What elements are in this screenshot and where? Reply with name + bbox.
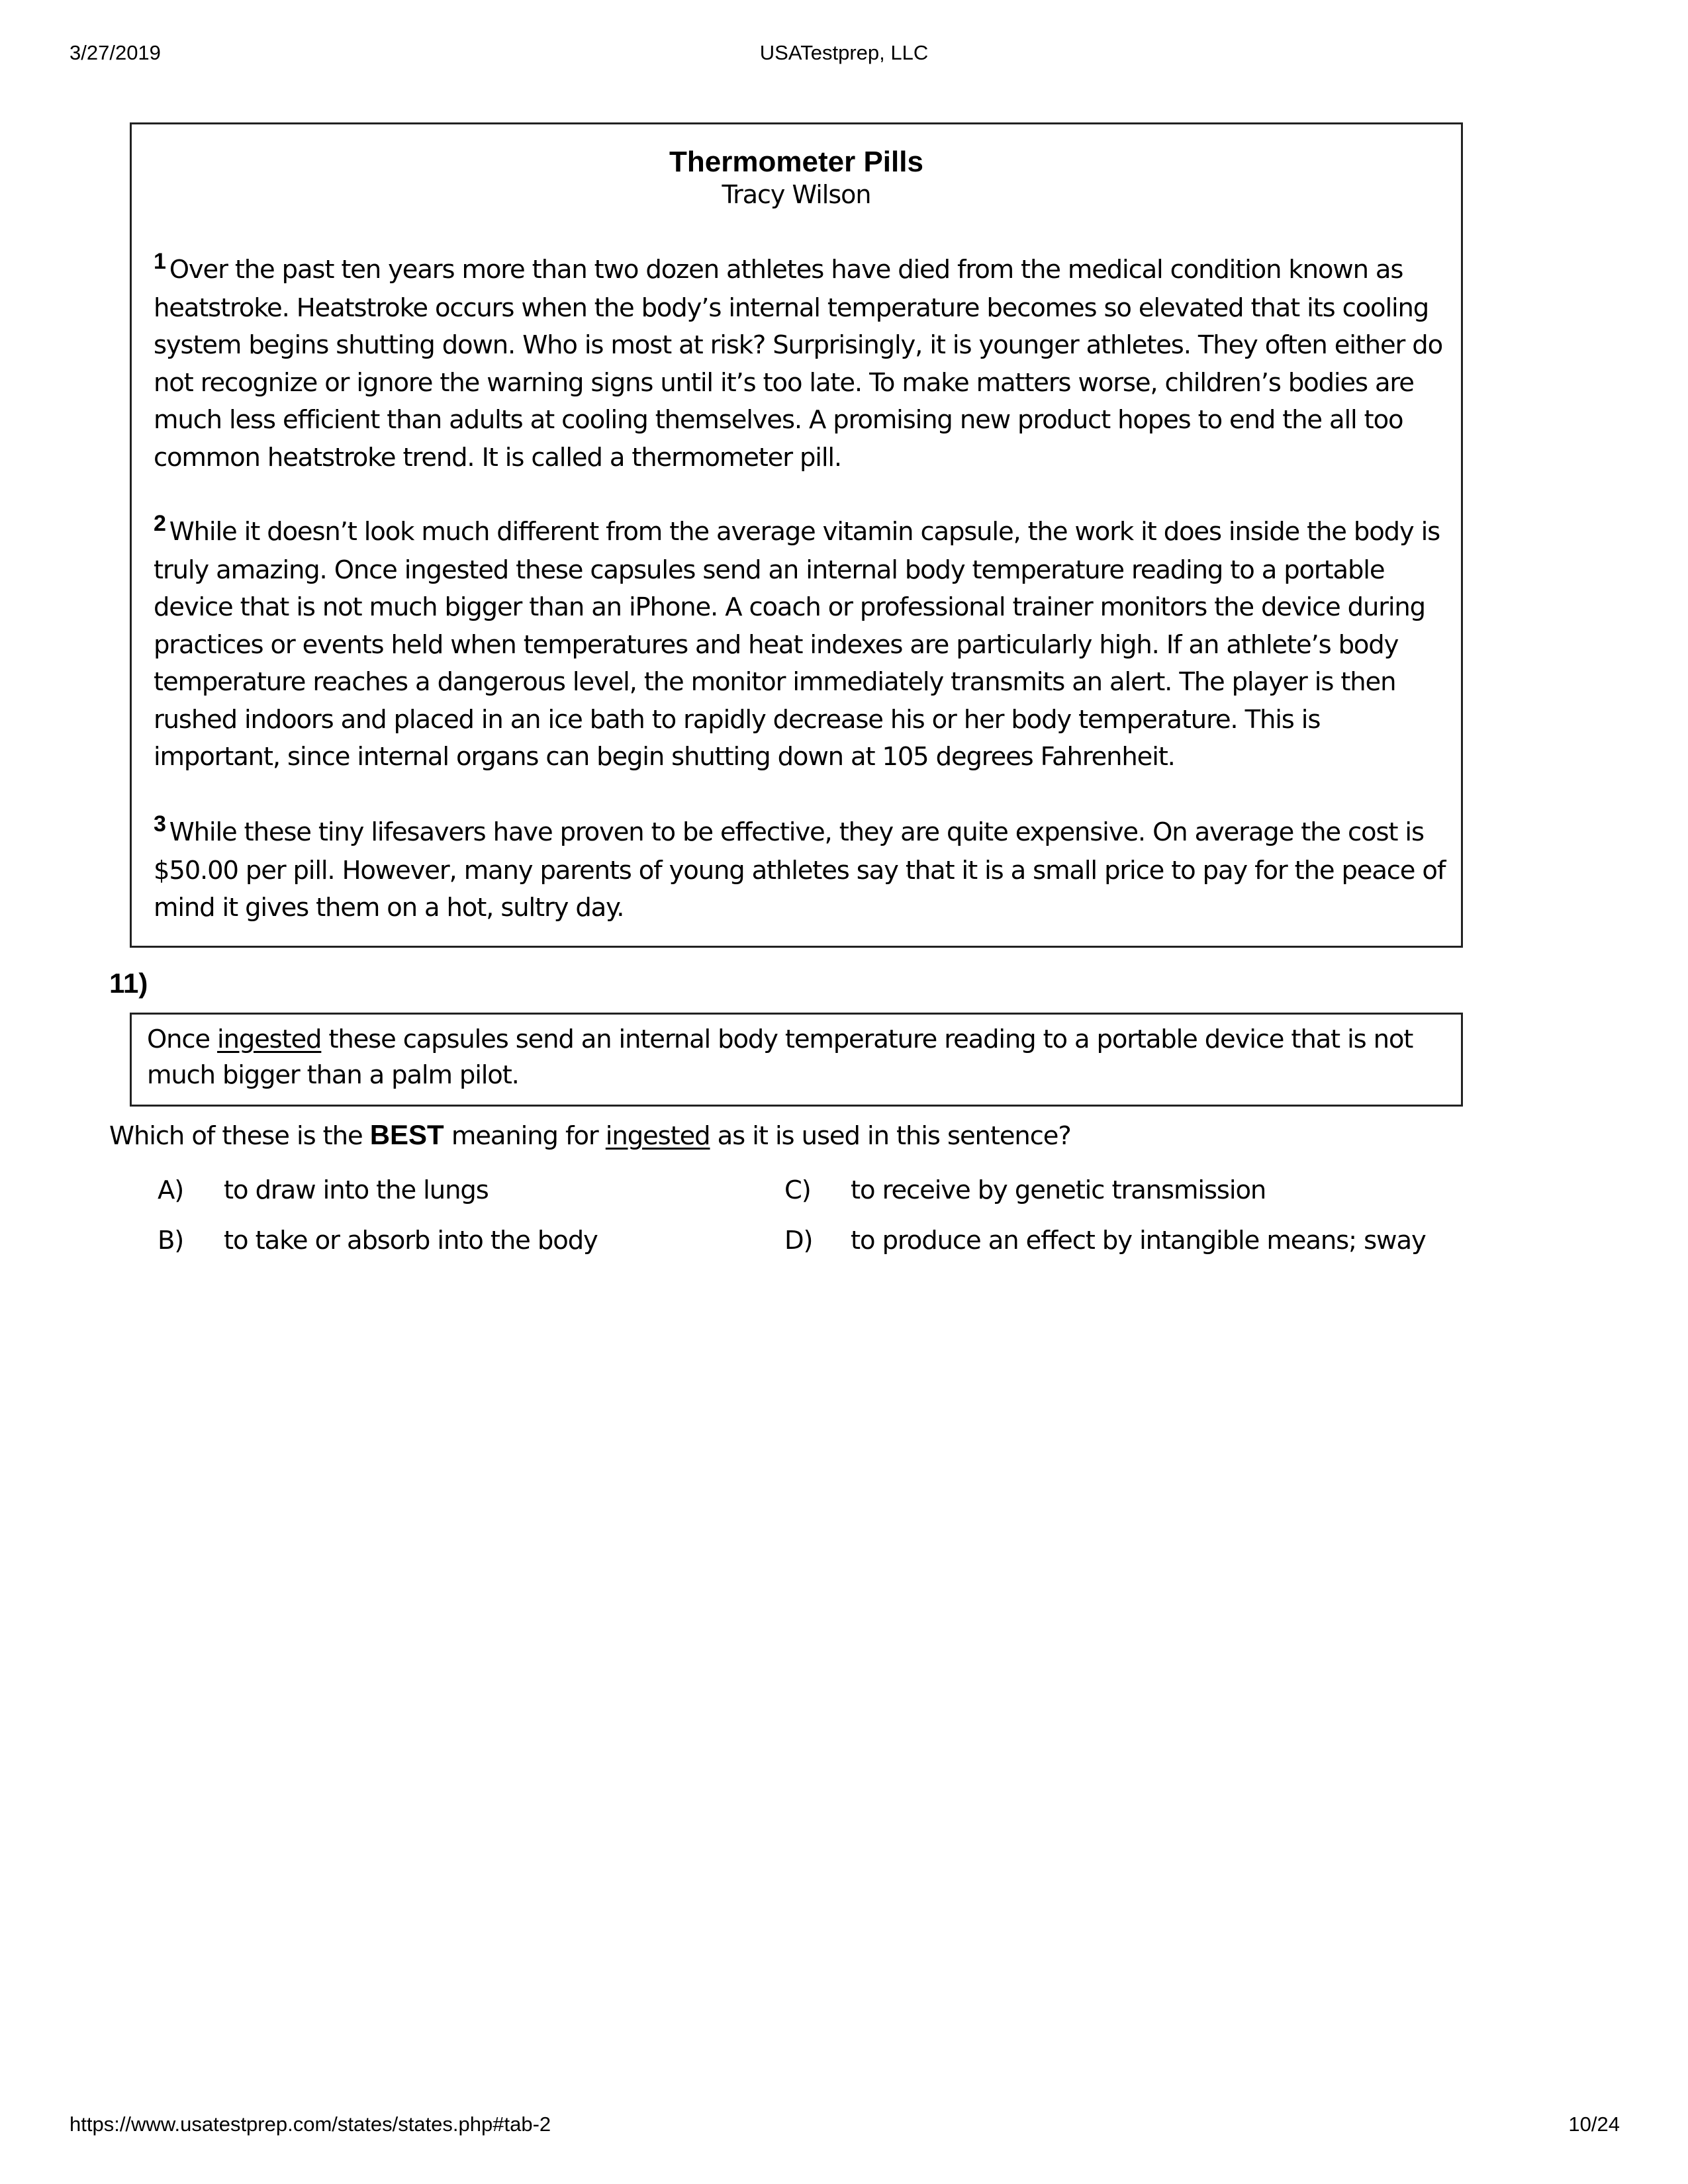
stem-part-2: meaning for: [444, 1121, 606, 1151]
paragraph-text: While it doesn’t look much different from the average vitamin capsule, the work it does inside the body is truly amazing. Once ingested these capsules send an internal body temperature reading to a portable device that is not much bigger than an iPhone. A coach or professional trainer monitors the device during practices or events held when temperatures and heat indexes are particularly high. If an athlete’s body temperature reaches a dangerous level, the monitor immediately transmits an alert. The player is then rushed indoors and placed in an ice bath to rapidly decrease his or her body temperature. This is important, since internal organs can begin shutting down at 105 degrees Fahrenheit.: [154, 517, 1440, 772]
target-word: ingested: [217, 1024, 322, 1054]
choice-letter: D): [784, 1226, 813, 1255]
print-footer-url: https://www.usatestprep.com/states/states.php#tab-2: [70, 2113, 551, 2136]
paragraph-number: 2: [154, 511, 165, 536]
sentence-before: Once: [147, 1024, 218, 1054]
choice-text: to take or absorb into the body: [224, 1226, 598, 1255]
passage-author: Tracy Wilson: [722, 180, 871, 209]
passage-box: [130, 122, 1463, 948]
answer-choice-b[interactable]: [158, 1223, 598, 1259]
stem-emphasis: BEST: [369, 1119, 444, 1150]
print-page-number: 10/24: [1568, 2113, 1620, 2136]
print-date: 3/27/2019: [70, 41, 161, 64]
stem-target-word: ingested: [605, 1121, 710, 1151]
print-header-title: USATestprep, LLC: [759, 41, 929, 64]
paragraph-number: 1: [154, 249, 165, 274]
paragraph-number: 3: [154, 811, 165, 837]
question-number: 11): [109, 968, 148, 999]
choice-letter: B): [158, 1226, 184, 1255]
answer-choice-d[interactable]: [784, 1223, 1426, 1259]
choice-letter: A): [158, 1175, 184, 1205]
choice-text: to receive by genetic transmission: [851, 1175, 1266, 1205]
question-stem: [109, 1117, 1071, 1154]
passage-title: Thermometer Pills: [669, 146, 923, 178]
passage-paragraph: [154, 511, 1451, 776]
passage-paragraph: [154, 251, 1451, 477]
passage-paragraph: [154, 811, 1451, 927]
stem-part-1: Which of these is the: [109, 1121, 370, 1151]
quoted-sentence-box: [130, 1013, 1463, 1107]
choice-text: to produce an effect by intangible means; sway: [851, 1226, 1426, 1255]
choice-text: to draw into the lungs: [224, 1175, 489, 1205]
stem-part-3: as it is used in this sentence?: [710, 1121, 1071, 1151]
choice-letter: C): [784, 1175, 811, 1205]
paragraph-text: Over the past ten years more than two dozen athletes have died from the medical condition known as heatstroke. Heatstroke occurs when the body’s internal temperature becomes so elevated that its cooling system begins shutting down. Who is most at risk? Surprisingly, it is younger athletes. They often either do not recognize or ignore the warning signs until it’s too late. To make matters worse, children’s bodies are much less efficient than adults at cooling themselves. A promising new product hopes to end the all too common heatstroke trend. It is called a thermometer pill.: [154, 255, 1442, 473]
answer-choice-c[interactable]: [784, 1173, 1266, 1208]
paragraph-text: While these tiny lifesavers have proven to be effective, they are quite expensive. On average the cost is $50.00 per pill. However, many parents of young athletes say that it is a small price to pay for the peace of mind it gives them on a hot, sultry day.: [154, 817, 1446, 923]
sentence-after: these capsules send an internal body temperature reading to a portable device that is not much bigger than a palm pilot.: [147, 1024, 1413, 1090]
answer-choice-a[interactable]: [158, 1173, 489, 1208]
quoted-sentence: [147, 1022, 1451, 1093]
